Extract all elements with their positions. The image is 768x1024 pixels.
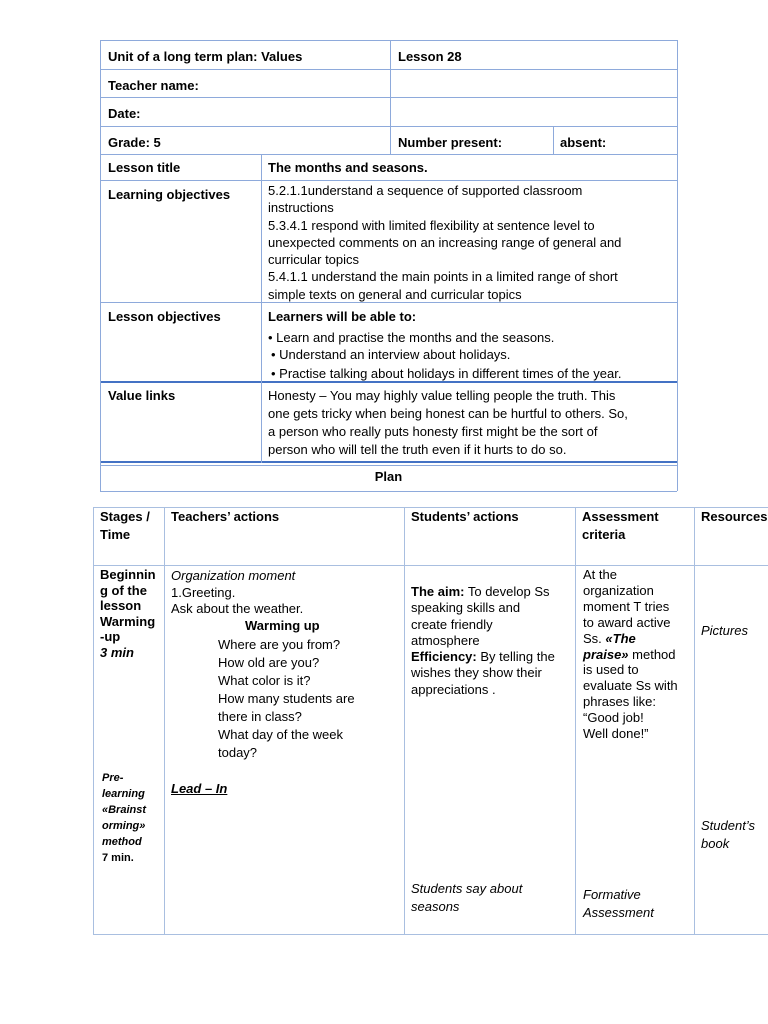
stage-line: orming» xyxy=(102,820,146,832)
stage-time: 7 min. xyxy=(102,852,134,864)
assessment-text: Ss. xyxy=(583,630,606,646)
weather: Ask about the weather. xyxy=(171,601,304,616)
question: today? xyxy=(218,745,258,760)
plan-heading: Plan xyxy=(374,469,403,484)
stage-line: Pre- xyxy=(102,772,124,784)
efficiency-text: By telling the xyxy=(476,649,555,665)
objective-line: 5.4.1.1 understand the main points in a limited range of short xyxy=(268,269,618,285)
lesson-title: The months and seasons. xyxy=(268,160,428,175)
resource-pictures: Pictures xyxy=(701,623,748,638)
aim-label: The aim: xyxy=(411,584,465,599)
org-moment: Organization moment xyxy=(171,568,296,583)
efficiency-label: Efficiency: xyxy=(411,649,477,665)
assessment-line: Well done!” xyxy=(583,726,649,742)
value-links xyxy=(268,387,628,459)
objective-line: instructions xyxy=(268,200,334,216)
formative-assessment xyxy=(583,886,654,922)
efficiency-text: appreciations . xyxy=(411,681,496,697)
objective-line: curricular topics xyxy=(268,252,360,268)
assessment-line: At the xyxy=(583,567,617,582)
greeting: 1.Greeting. xyxy=(171,584,236,600)
stage-pre-learning xyxy=(102,770,146,866)
lesson-objective-3: • Practise talking about holidays in different times of the year. xyxy=(271,366,622,381)
efficiency-text: wishes they show their xyxy=(411,665,542,681)
students-say-about xyxy=(411,880,522,916)
assessment-line: is used to xyxy=(583,662,639,678)
stage-time: 3 min xyxy=(100,644,134,660)
question: How many students are xyxy=(218,691,355,706)
value-links-line: Honesty – You may highly value telling people the truth. This xyxy=(268,388,616,403)
col-assessment-header xyxy=(582,508,659,544)
teachers-actions xyxy=(171,568,320,634)
question: What day of the week xyxy=(218,727,344,742)
warming-up-heading: Warming up xyxy=(245,617,320,633)
assessment-line: moment T tries xyxy=(583,598,670,614)
col-stages-header xyxy=(100,508,150,544)
objective-line: unexpected comments on an increasing range of general and xyxy=(268,234,622,250)
objective-line: 5.2.1.1understand a sequence of supported classroom xyxy=(268,183,583,198)
question: What color is it? xyxy=(218,673,311,688)
number-present-label: Number present: xyxy=(398,135,503,150)
col-header-line: Time xyxy=(100,527,131,542)
stage-line: learning xyxy=(102,788,145,800)
value-links-label: Value links xyxy=(108,388,176,403)
col-header-line: criteria xyxy=(582,527,626,542)
lesson-objectives-heading: Learners will be able to: xyxy=(268,309,417,324)
assessment-text: method xyxy=(628,646,676,662)
learning-objectives xyxy=(268,182,621,303)
teacher-name-label: Teacher name: xyxy=(108,78,199,93)
learning-objectives-label: Learning objectives xyxy=(108,187,231,202)
objective-line: simple texts on general and curricular topics xyxy=(268,286,522,302)
question: there in class? xyxy=(218,709,302,724)
assessment-line: “Good job! xyxy=(583,710,644,726)
col-teachers-header: Teachers’ actions xyxy=(171,509,280,524)
col-students-header: Students’ actions xyxy=(411,509,519,524)
stage-line: Beginnin xyxy=(100,567,156,582)
praise-method-name: praise» xyxy=(583,646,629,662)
question: Where are you from? xyxy=(218,637,341,652)
praise-method-name: «The xyxy=(605,630,636,646)
col-header-line: Assessment xyxy=(582,509,659,524)
absent-label: absent: xyxy=(560,135,607,150)
stage-beginning xyxy=(100,567,156,661)
lesson-objectives-label: Lesson objectives xyxy=(108,309,221,324)
value-links-line: person who will tell the truth even if it hurts to do so. xyxy=(268,442,567,457)
aim-text: To develop Ss xyxy=(464,584,550,599)
date-label: Date: xyxy=(108,106,141,121)
resource-line: Student’s xyxy=(701,818,755,833)
lesson-objective-1: • Learn and practise the months and the seasons. xyxy=(268,330,555,345)
formative-line: Formative xyxy=(583,887,641,902)
stage-line: -up xyxy=(100,629,121,645)
col-resources-header: Resources xyxy=(701,509,768,524)
stage-line: g of the xyxy=(100,582,147,598)
lesson-number: Lesson 28 xyxy=(398,49,462,64)
objective-line: 5.3.4.1 respond with limited flexibility at sentence level to xyxy=(268,217,595,233)
assessment-line: phrases like: xyxy=(583,694,656,710)
assessment-line: to award active xyxy=(583,614,671,630)
resource-line: book xyxy=(701,836,730,851)
lead-in: Lead – In xyxy=(171,781,228,796)
stage-line: lesson xyxy=(100,598,142,614)
aim-text: create friendly xyxy=(411,616,493,632)
assessment-criteria xyxy=(583,567,678,742)
assessment-line: evaluate Ss with xyxy=(583,678,678,694)
stage-line: Warming xyxy=(100,613,156,629)
assessment-line: organization xyxy=(583,582,654,598)
resource-students-book xyxy=(701,817,755,853)
students-actions xyxy=(411,584,555,698)
grade-label: Grade: 5 xyxy=(108,135,161,150)
value-links-line: one gets tricky when being honest can be hurtful to others. So, xyxy=(268,406,628,421)
lesson-title-label: Lesson title xyxy=(108,160,181,175)
say-about-line: seasons xyxy=(411,899,460,914)
col-header-line: Stages / xyxy=(100,509,150,524)
stage-line: method xyxy=(102,836,142,848)
warmup-questions xyxy=(218,636,355,762)
unit-label: Unit of a long term plan: Values xyxy=(108,49,303,64)
formative-line: Assessment xyxy=(583,905,654,920)
value-links-line: a person who really puts honesty first might be the sort of xyxy=(268,424,598,439)
question: How old are you? xyxy=(218,655,320,670)
say-about-line: Students say about xyxy=(411,881,523,896)
aim-text: speaking skills and xyxy=(411,600,521,616)
aim-text: atmosphere xyxy=(411,632,480,648)
lesson-objective-2: • Understand an interview about holidays. xyxy=(271,347,511,362)
stage-line: «Brainst xyxy=(102,804,147,816)
